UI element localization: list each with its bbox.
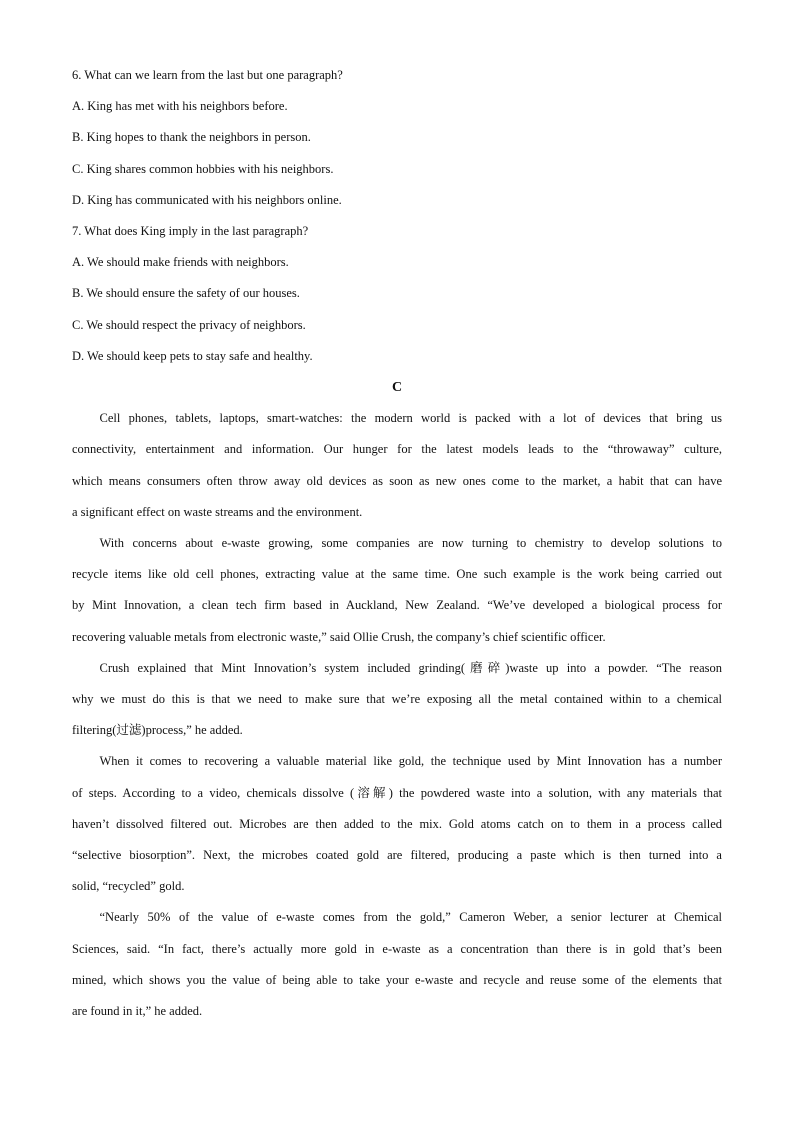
answer-option: A. King has met with his neighbors before. xyxy=(72,99,288,114)
passage-line: Cell phones, tablets, laptops, smart-watches: the modern world is packed with a lot of devices that bring us xyxy=(99,411,722,426)
passage-line: of steps. According to a video, chemicals dissolve (溶解) the powdered waste into a solution, with any materials that xyxy=(72,785,722,800)
passage-line: by Mint Innovation, a clean tech firm based in Auckland, New Zealand. “We’ve developed a biological process for xyxy=(72,598,722,613)
answer-option: B. We should ensure the safety of our houses. xyxy=(72,286,300,301)
passage-line: solid, “recycled” gold. xyxy=(72,879,185,894)
answer-option: D. We should keep pets to stay safe and healthy. xyxy=(72,348,313,363)
answer-option: A. We should make friends with neighbors. xyxy=(72,255,289,270)
passage-line: When it comes to recovering a valuable material like gold, the technique used by Mint Innovation has a number xyxy=(99,754,722,769)
passage-line: “Nearly 50% of the value of e-waste comes from the gold,” Cameron Weber, a senior lecturer at Chemical xyxy=(99,910,722,925)
passage-line: connectivity, entertainment and information. Our hunger for the latest models leads to the “throwaway” culture, xyxy=(72,442,722,457)
passage-line: mined, which shows you the value of being able to take your e-waste and recycle and reuse some of the elements that xyxy=(72,972,722,987)
passage-line: a significant effect on waste streams and the environment. xyxy=(72,504,363,519)
question-6 xyxy=(72,60,722,216)
passage-line: are found in it,” he added. xyxy=(72,1004,203,1019)
passage-line: Sciences, said. “In fact, there’s actually more gold in e-waste as a concentration than there is in gold that’s been xyxy=(72,941,722,956)
passage-paragraph xyxy=(72,403,722,528)
document-page xyxy=(72,60,722,1027)
passage-line: recovering valuable metals from electronic waste,” said Ollie Crush, the company’s chief scientific officer. xyxy=(72,629,606,644)
answer-option: C. We should respect the privacy of neighbors. xyxy=(72,317,306,332)
answer-option: C. King shares common hobbies with his neighbors. xyxy=(72,161,334,176)
passage-paragraph xyxy=(72,653,722,747)
passage-line: “selective biosorption”. Next, the microbes coated gold are filtered, producing a paste which is then turned into a xyxy=(72,848,722,863)
answer-option: B. King hopes to thank the neighbors in person. xyxy=(72,130,311,145)
passage-line: Crush explained that Mint Innovation’s system included grinding(磨碎)waste up into a powder. “The reason xyxy=(99,660,722,675)
question-stem: 6. What can we learn from the last but one paragraph? xyxy=(72,68,343,82)
reading-passage xyxy=(72,403,722,1027)
question-7 xyxy=(72,216,722,372)
passage-paragraph xyxy=(72,746,722,902)
section-heading: C xyxy=(391,380,403,396)
passage-paragraph xyxy=(72,902,722,1027)
answer-option: D. King has communicated with his neighbors online. xyxy=(72,192,342,207)
passage-paragraph xyxy=(72,528,722,653)
passage-line: recycle items like old cell phones, extracting value at the same time. One such example is the work being carried out xyxy=(72,567,722,582)
passage-line: which means consumers often throw away old devices as soon as new ones come to the market, a habit that can have xyxy=(72,473,722,488)
passage-line: With concerns about e-waste growing, some companies are now turning to chemistry to develop solutions to xyxy=(99,536,722,551)
passage-line: why we must do this is that we need to make sure that we’re exposing all the metal contained within to a chemical xyxy=(72,692,722,707)
question-stem: 7. What does King imply in the last paragraph? xyxy=(72,224,309,239)
passage-line: filtering(过滤)process,” he added. xyxy=(72,723,243,738)
passage-line: haven’t dissolved filtered out. Microbes are then added to the mix. Gold atoms catch on to them in a process called xyxy=(72,816,722,831)
